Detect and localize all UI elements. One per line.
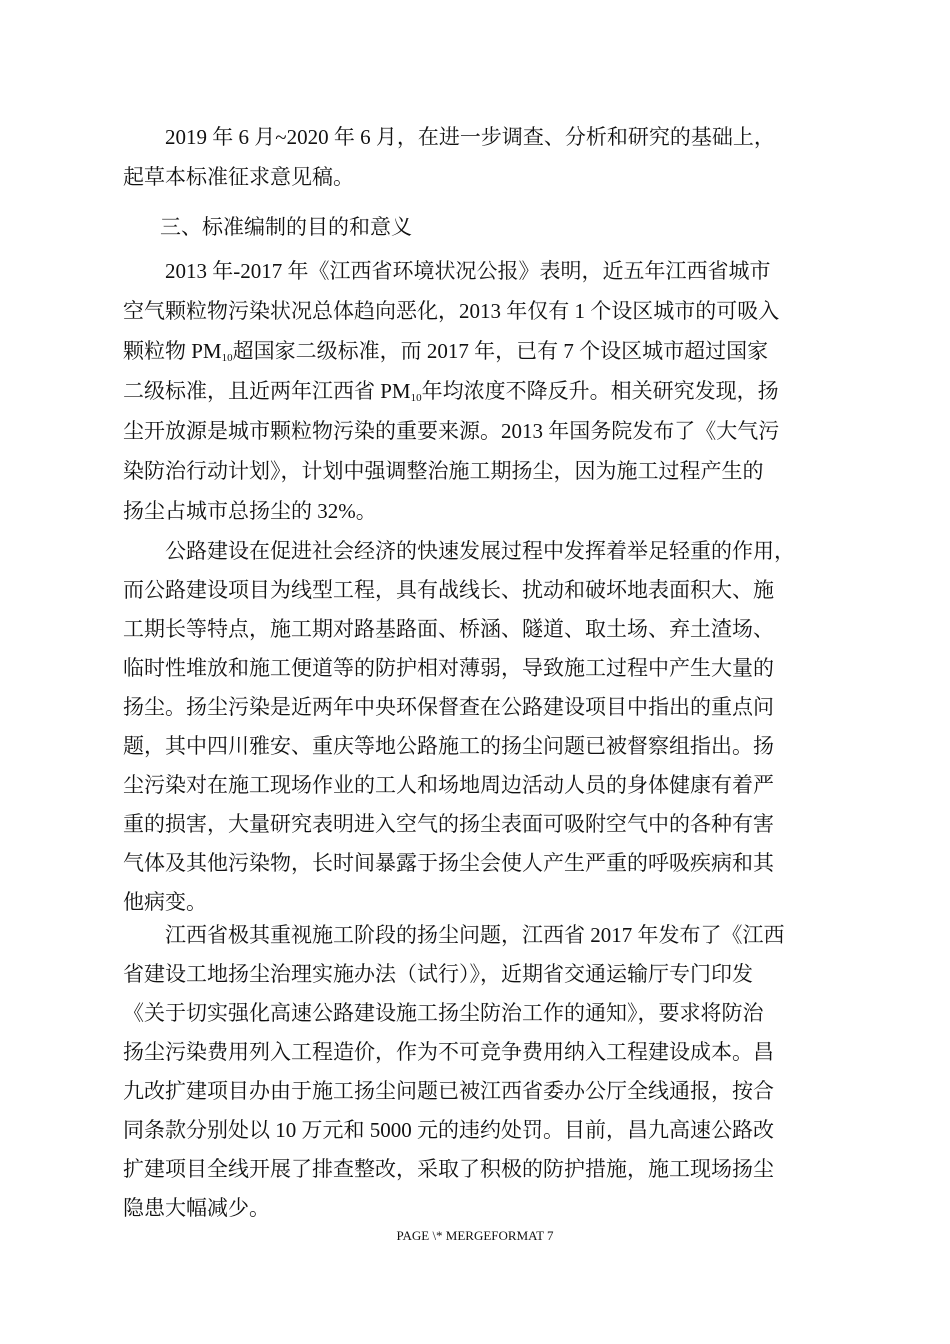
text-line: 九改扩建项目办由于施工扬尘问题已被江西省委办公厅全线通报，按合 (123, 1079, 774, 1103)
text-segment: 年均浓度不降反升。相关研究发现，扬 (421, 379, 779, 403)
subscript: 10 (410, 392, 422, 404)
text-line: 气体及其他污染物，长时间暴露于扬尘会使人产生严重的呼吸疾病和其 (123, 851, 774, 875)
text-line: 同条款分别处以 10 万元和 5000 元的违约处罚。目前，昌九高速公路改 (123, 1118, 774, 1142)
text-line: 扬尘污染费用列入工程造价，作为不可竞争费用纳入工程建设成本。昌 (123, 1040, 774, 1064)
text-segment: 颗粒物 PM (123, 339, 222, 363)
text-line: 2019 年 6 月~2020 年 6 月，在进一步调查、分析和研究的基础上， (123, 125, 775, 149)
text-line: 省建设工地扬尘治理实施办法（试行）》，近期省交通运输厅专门印发 (123, 962, 753, 986)
text-line: 重的损害，大量研究表明进入空气的扬尘表面可吸附空气中的各种有害 (123, 812, 774, 836)
section-heading: 三、标准编制的目的和意义 (160, 215, 412, 239)
text-line: 尘污染对在施工现场作业的工人和场地周边活动人员的身体健康有着严 (123, 773, 774, 797)
text-line-with-subscript (123, 372, 779, 410)
text-line: 2013 年-2017 年《江西省环境状况公报》表明，近五年江西省城市 (123, 259, 771, 283)
page-footer: PAGE \* MERGEFORMAT 7 (396, 1228, 554, 1243)
text-line-with-subscript (123, 332, 768, 370)
text-line: 扩建项目全线开展了排查整改，采取了积极的防护措施，施工现场扬尘 (123, 1157, 774, 1181)
text-line: 临时性堆放和施工便道等的防护相对薄弱，导致施工过程中产生大量的 (123, 656, 774, 680)
text-line: 《关于切实强化高速公路建设施工扬尘防治工作的通知》，要求将防治 (123, 1001, 764, 1025)
text-segment: 二级标准，且近两年江西省 PM (123, 379, 411, 403)
text-line: 他病变。 (123, 890, 207, 914)
text-segment: 超国家二级标准，而 2017 年，已有 7 个设区城市超过国家 (232, 339, 769, 363)
text-line: 尘开放源是城市颗粒物污染的重要来源。2013 年国务院发布了《大气污 (123, 419, 780, 443)
text-line: 扬尘占城市总扬尘的 32%。 (123, 499, 377, 523)
text-line: 空气颗粒物污染状况总体趋向恶化，2013 年仅有 1 个设区城市的可吸入 (123, 299, 780, 323)
subscript: 10 (221, 352, 233, 364)
text-line: 公路建设在促进社会经济的快速发展过程中发挥着举足轻重的作用， (123, 539, 795, 563)
text-line: 染防治行动计划》，计划中强调整治施工期扬尘，因为施工过程产生的 (123, 459, 764, 483)
text-line: 而公路建设项目为线型工程，具有战线长、扰动和破坏地表面积大、施 (123, 578, 774, 602)
text-line: 隐患大幅减少。 (123, 1196, 270, 1220)
text-line: 题，其中四川雅安、重庆等地公路施工的扬尘问题已被督察组指出。扬 (123, 734, 774, 758)
text-line: 江西省极其重视施工阶段的扬尘问题，江西省 2017 年发布了《江西 (123, 923, 785, 947)
text-line: 扬尘。扬尘污染是近两年中央环保督查在公路建设项目中指出的重点问 (123, 695, 774, 719)
text-line: 工期长等特点，施工期对路基路面、桥涵、隧道、取土场、弃土渣场、 (123, 617, 774, 641)
text-line: 起草本标准征求意见稿。 (123, 165, 354, 189)
